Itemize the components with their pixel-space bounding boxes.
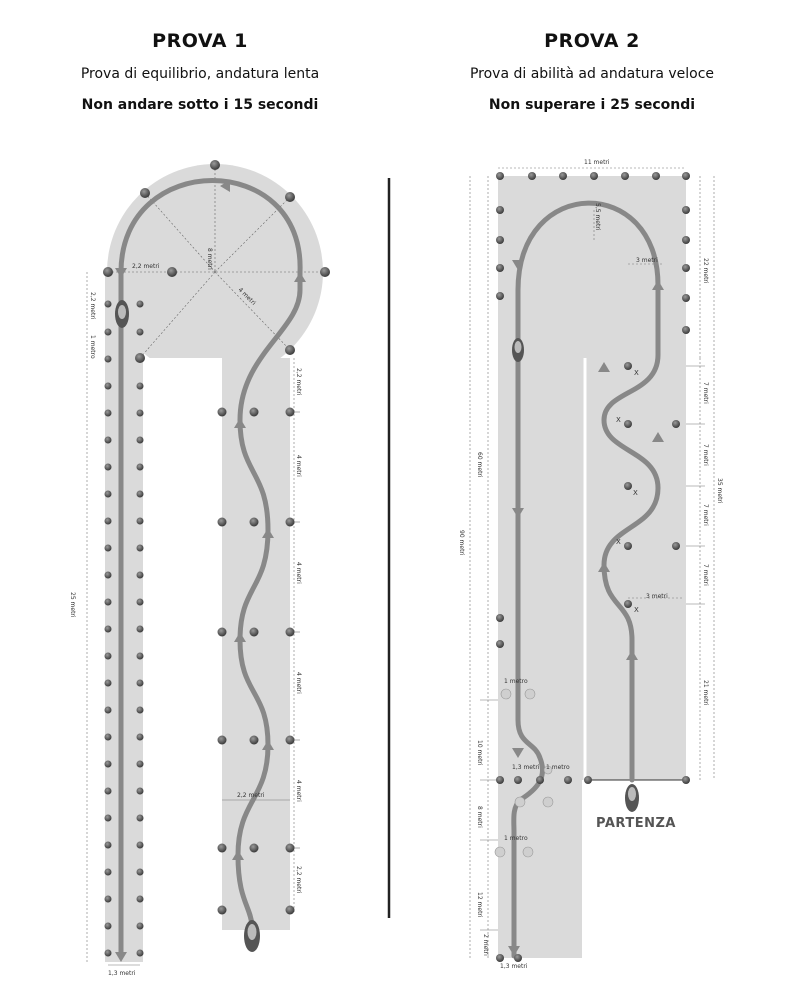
prova2-label-90: 90 metri	[458, 530, 465, 556]
prova2-label-35: 35 metri	[716, 478, 723, 504]
prova2-label-10: 10 metri	[476, 740, 483, 766]
prova2-label-60: 60 metri	[476, 452, 483, 478]
prova2-label-5-5: 5,5 metri	[594, 203, 601, 231]
prova2-diagram	[458, 159, 723, 970]
svg-text:X: X	[633, 489, 638, 497]
prova2-rule: Non superare i 25 secondi	[488, 97, 696, 113]
prova2-label-1-3: 1,3 metri	[512, 764, 540, 771]
prova2-label-7-a: 7 metri	[702, 382, 709, 404]
prova1-label-8: 8 metri	[206, 248, 213, 270]
prova1-rule: Non andare sotto i 15 secondi	[81, 97, 319, 113]
prova1-label-4-radius: 4 metri	[236, 286, 257, 307]
prova1-label-bottom-1-3: 1,3 metri	[108, 970, 136, 977]
svg-text:X: X	[634, 369, 639, 377]
prova2-label-11: 11 metri	[584, 159, 610, 166]
prova2-label-1-metro-c: 1 metro	[504, 835, 528, 842]
prova2-label-bottom-1-3: 1,3 metri	[500, 963, 528, 970]
svg-text:X: X	[616, 416, 621, 424]
prova1-motorbike-top-icon	[115, 300, 129, 328]
prova2-label-7-b: 7 metri	[702, 444, 709, 466]
prova1-motorbike-start-icon	[244, 920, 260, 952]
prova1-label-right-2-2-bot: 2,2 metri	[295, 866, 302, 894]
prova2-label-12: 12 metri	[476, 892, 483, 918]
prova1-label-2-2-radius: 2,2 metri	[132, 263, 160, 270]
prova1-label-left-2-2: 2,2 metri	[89, 292, 96, 320]
prova2-label-1-metro-b: 1 metro	[546, 764, 570, 771]
prova2-label-2: 2 metri	[482, 934, 489, 956]
prova2-label-21: 21 metri	[702, 680, 709, 706]
prova2-label-3: 3 metri	[636, 257, 658, 264]
prova2-lower-lane	[498, 780, 582, 958]
prova2-subtitle: Prova di abilità ad andatura veloce	[469, 66, 715, 82]
prova1-label-right-4-b: 4 metri	[295, 562, 302, 584]
prova2-label-7-d: 7 metri	[702, 564, 709, 586]
prova2-motorbike-start-icon	[625, 784, 639, 812]
prova2-start-label: PARTENZA	[596, 816, 676, 831]
prova1-title: PROVA 1	[152, 30, 248, 52]
prova1-label-right-4-d: 4 metri	[295, 780, 302, 802]
svg-text:X: X	[616, 538, 621, 546]
prova2-motorbike-mid-icon	[512, 338, 524, 362]
prova1-subtitle: Prova di equilibrio, andatura lenta	[80, 66, 320, 82]
prova1-left-lane	[105, 272, 143, 962]
prova2-label-22: 22 metri	[702, 258, 709, 284]
prova2-label-1-metro-a: 1 metro	[504, 678, 528, 685]
prova1-label-inner-2-2: 2,2 metri	[237, 792, 265, 799]
svg-text:X: X	[634, 606, 639, 614]
prova1-label-right-2-2-top: 2,2 metri	[295, 368, 302, 396]
prova2-label-7-c: 7 metri	[702, 504, 709, 526]
prova2-label-8: 8 metri	[476, 806, 483, 828]
prova1-label-25: 25 metri	[69, 592, 76, 618]
prova2-label-slalom-3: 3 metri	[646, 593, 668, 600]
prova1-label-right-4-c: 4 metri	[295, 672, 302, 694]
prova2-title: PROVA 2	[544, 30, 640, 52]
prova1-label-left-1: 1 metro	[89, 335, 96, 359]
prova1-diagram	[69, 160, 330, 977]
prova1-label-right-4-a: 4 metri	[295, 455, 302, 477]
